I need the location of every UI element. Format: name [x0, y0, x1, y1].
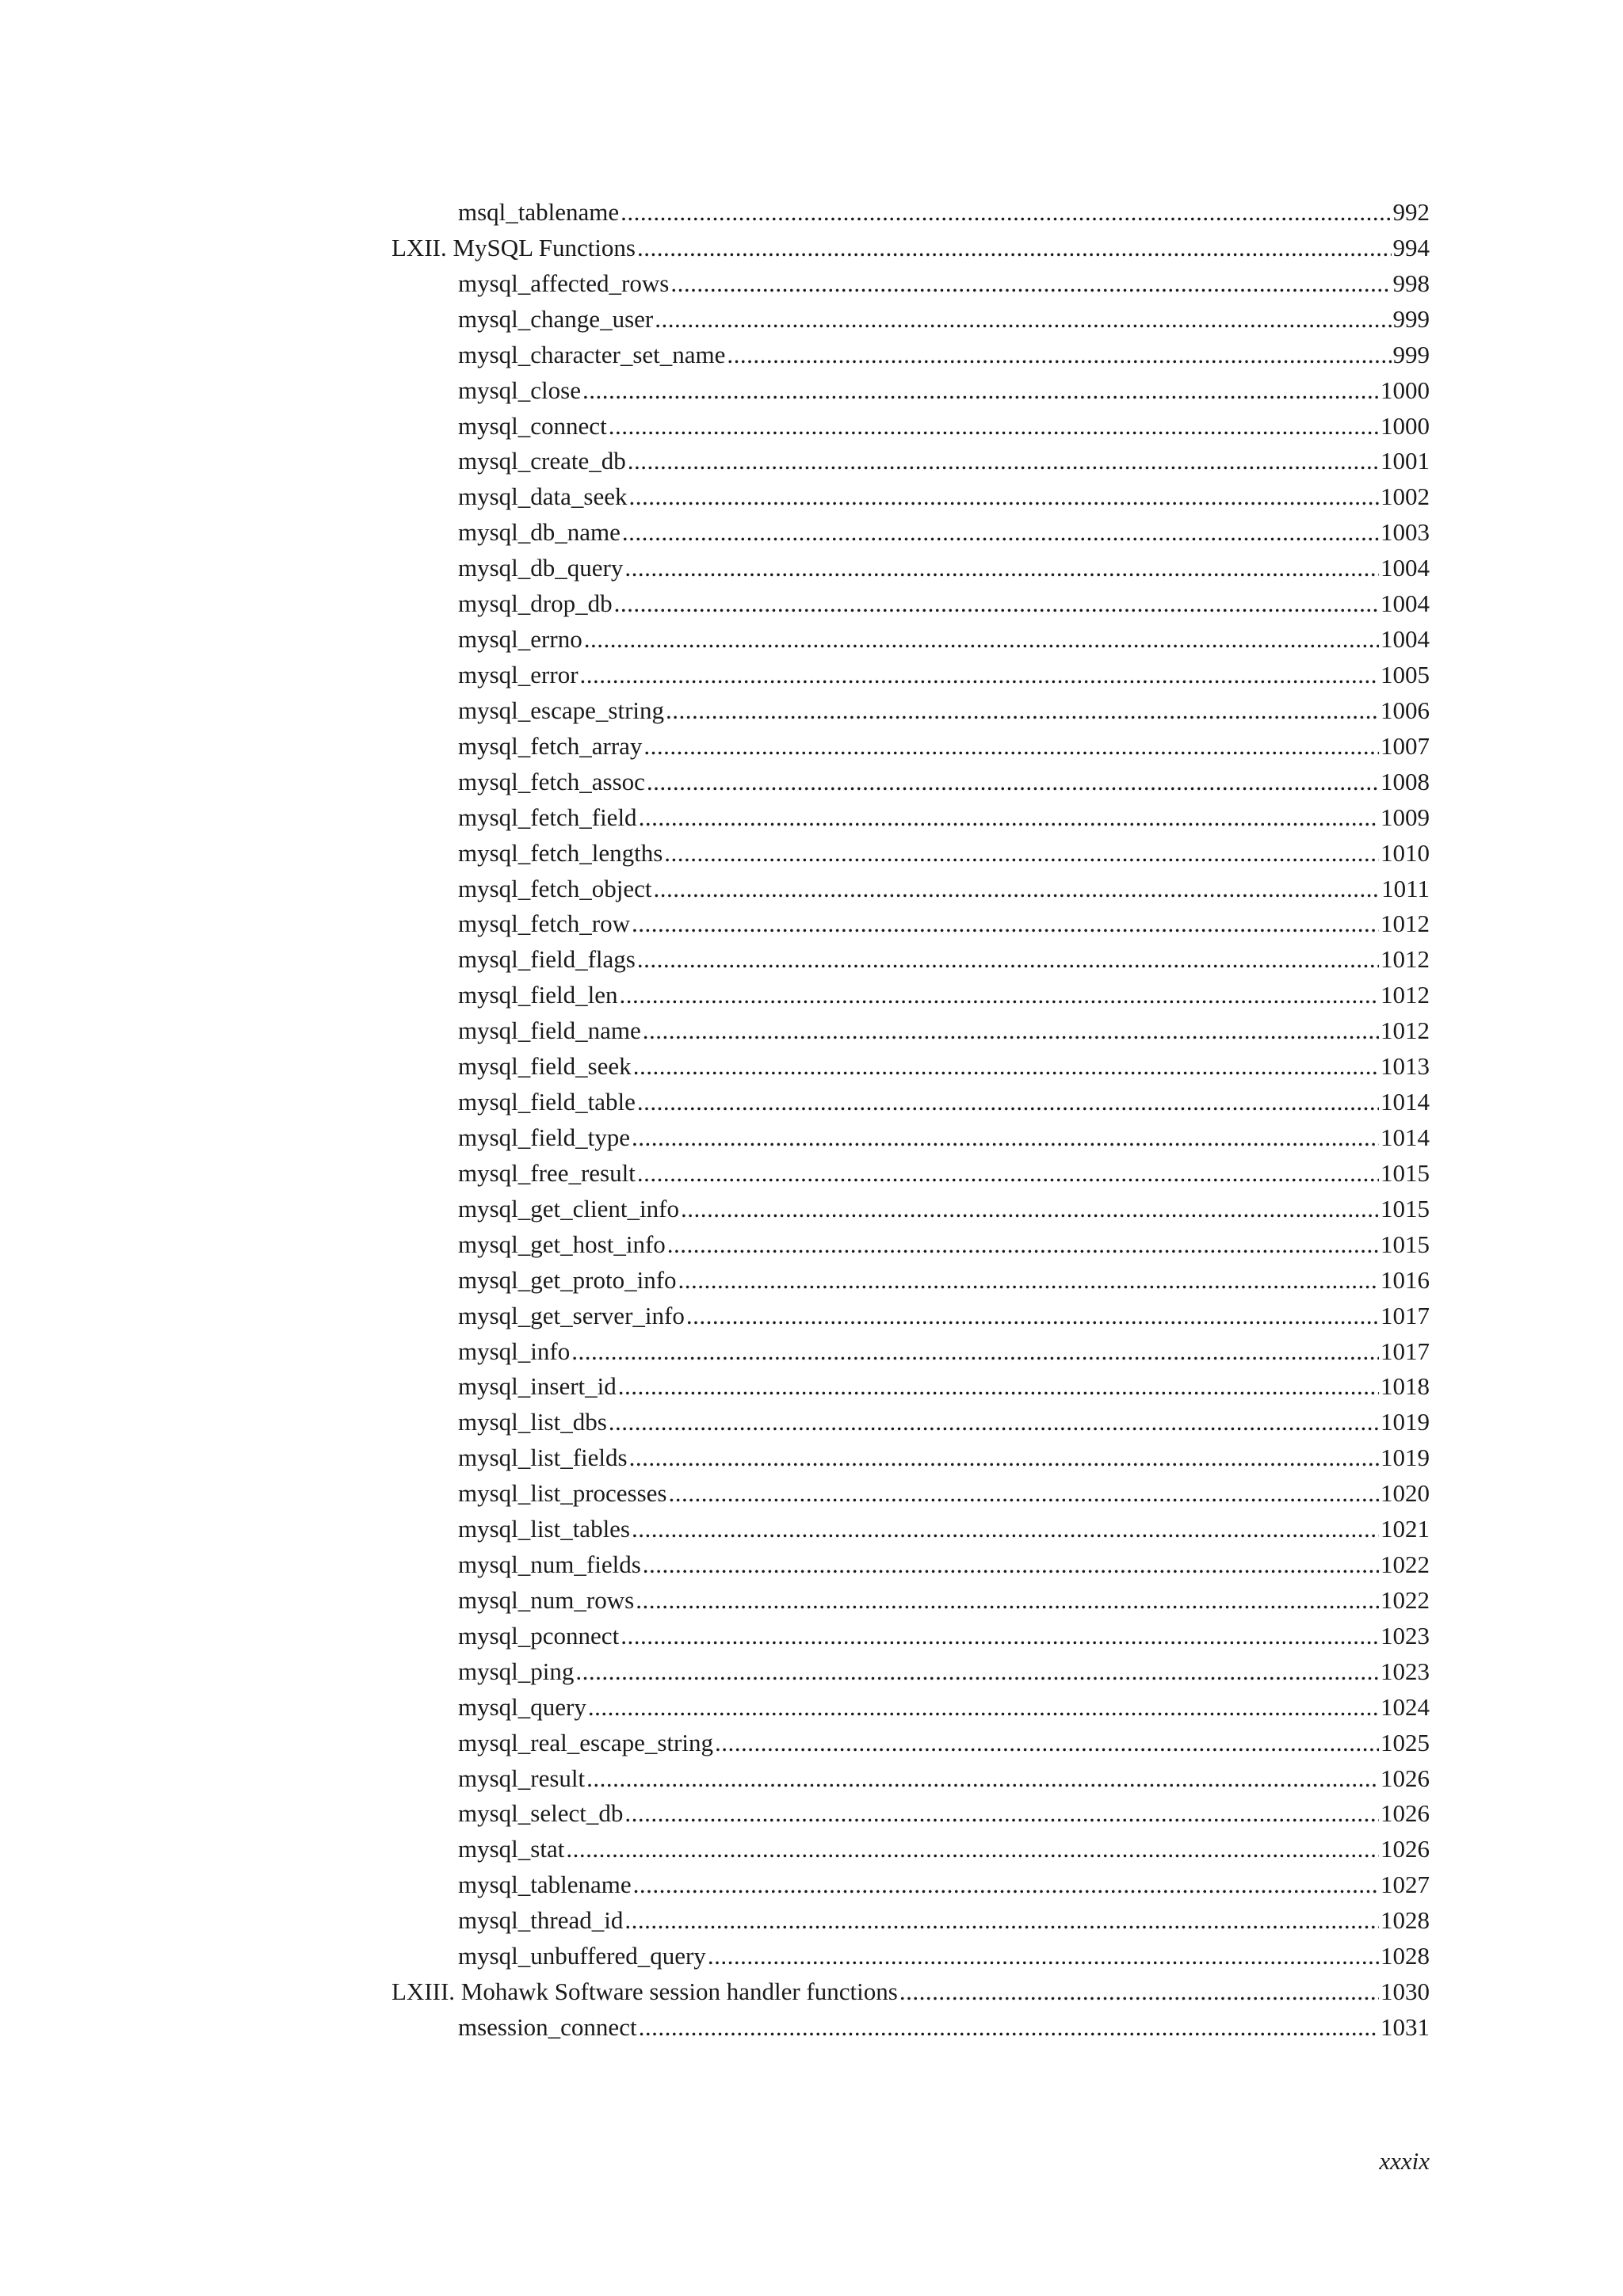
toc-entry[interactable]: [391, 479, 1430, 515]
toc-entry[interactable]: [391, 765, 1430, 800]
toc-entry-title: mysql_info: [458, 1337, 571, 1365]
dot-leader: [624, 1796, 1379, 1832]
toc-entry-page-number: 1000: [1381, 411, 1430, 440]
dot-leader: [727, 338, 1391, 373]
dot-leader: [643, 1547, 1379, 1583]
toc-entry-title: mysql_field_type: [458, 1123, 630, 1151]
toc-entry[interactable]: [391, 836, 1430, 871]
toc-entry-page-number: 1008: [1381, 767, 1430, 795]
toc-entry[interactable]: [391, 1405, 1430, 1440]
toc-entry-title: mysql_unbuffered_query: [458, 1942, 706, 1970]
toc-entry-title: mysql_free_result: [458, 1158, 636, 1187]
toc-entry-title: msql_tablename: [458, 198, 620, 226]
toc-entry-page-number: 1000: [1381, 376, 1430, 404]
dot-leader: [566, 1832, 1379, 1867]
toc-entry-title: mysql_thread_id: [458, 1906, 624, 1935]
toc-entry-page-number: 1002: [1381, 482, 1430, 511]
toc-entry[interactable]: [391, 1156, 1430, 1192]
toc-entry-title: LXIII. Mohawk Software session handler functions: [391, 1978, 898, 2006]
toc-entry-page-number: 1003: [1381, 518, 1430, 547]
toc-entry-title: mysql_field_flags: [458, 945, 636, 974]
toc-entry-title: mysql_get_server_info: [458, 1301, 685, 1329]
dot-leader: [639, 2010, 1379, 2046]
toc-entry-page-number: 1023: [1381, 1621, 1430, 1650]
toc-entry-page-number: 1012: [1381, 910, 1430, 938]
dot-leader: [633, 1049, 1379, 1085]
toc-entry-page-number: 1004: [1381, 625, 1430, 654]
dot-leader: [715, 1726, 1379, 1761]
toc-entry-page-number: 1004: [1381, 554, 1430, 582]
dot-leader: [632, 906, 1379, 942]
dot-leader: [580, 658, 1379, 693]
dot-leader: [639, 800, 1379, 836]
toc-entry[interactable]: [391, 906, 1430, 942]
toc-entry-title: LXII. MySQL Functions: [391, 233, 636, 261]
dot-leader: [643, 1013, 1379, 1049]
toc-entry[interactable]: [391, 1796, 1430, 1832]
toc-entry-page-number: 1023: [1381, 1657, 1430, 1685]
dot-leader: [632, 1512, 1379, 1547]
toc-entry-page-number: 1005: [1381, 660, 1430, 688]
toc-entry[interactable]: [391, 195, 1430, 231]
toc-entry-page-number: 1022: [1381, 1585, 1430, 1614]
toc-entry-page-number: 998: [1392, 269, 1430, 297]
toc-entry-title: mysql_data_seek: [458, 482, 628, 511]
toc-entry-title: mysql_character_set_name: [458, 340, 726, 368]
toc-entry-page-number: 1012: [1381, 981, 1430, 1009]
toc-entry-title: mysql_field_name: [458, 1016, 641, 1045]
toc-section-entry[interactable]: [391, 1974, 1430, 2010]
toc-entry-title: mysql_fetch_lengths: [458, 838, 663, 867]
toc-entry-page-number: 1015: [1381, 1158, 1430, 1187]
toc-entry[interactable]: [391, 800, 1430, 836]
toc-entry-page-number: 1007: [1381, 731, 1430, 760]
toc-entry-page-number: 999: [1392, 340, 1430, 368]
dot-leader: [637, 942, 1379, 978]
dot-leader: [586, 1761, 1379, 1797]
toc-entry-title: mysql_db_name: [458, 518, 621, 547]
dot-leader: [629, 1440, 1379, 1476]
toc-entry[interactable]: [391, 1369, 1430, 1405]
toc-entry-title: mysql_error: [458, 660, 579, 688]
toc-entry[interactable]: [391, 1726, 1430, 1761]
table-of-contents: [391, 195, 1430, 2046]
dot-leader: [681, 1192, 1379, 1227]
toc-entry-title: mysql_db_query: [458, 554, 624, 582]
toc-entry-page-number: 1013: [1381, 1052, 1430, 1081]
toc-entry-page-number: 1027: [1381, 1871, 1430, 1899]
toc-entry-page-number: 1019: [1381, 1408, 1430, 1436]
toc-entry-page-number: 1017: [1381, 1301, 1430, 1329]
toc-entry-title: mysql_get_client_info: [458, 1194, 679, 1222]
toc-entry[interactable]: [391, 729, 1430, 765]
toc-entry-page-number: 1014: [1381, 1123, 1430, 1151]
toc-entry[interactable]: [391, 373, 1430, 409]
toc-entry[interactable]: [391, 1192, 1430, 1227]
toc-entry-title: mysql_fetch_assoc: [458, 767, 645, 795]
toc-entry-page-number: 1001: [1381, 447, 1430, 475]
toc-entry-page-number: 1022: [1381, 1550, 1430, 1579]
toc-entry[interactable]: [391, 1120, 1430, 1156]
dot-leader: [667, 1227, 1379, 1263]
dot-leader: [669, 1476, 1380, 1512]
toc-entry-page-number: 1019: [1381, 1444, 1430, 1472]
toc-entry-page-number: 1031: [1381, 2013, 1430, 2042]
toc-entry[interactable]: [391, 444, 1430, 479]
toc-entry-page-number: 1015: [1381, 1230, 1430, 1258]
toc-entry-title: mysql_errno: [458, 625, 582, 654]
toc-entry-title: mysql_fetch_array: [458, 731, 643, 760]
toc-entry[interactable]: [391, 1049, 1430, 1085]
toc-entry-title: mysql_field_seek: [458, 1052, 632, 1081]
dot-leader: [899, 1974, 1379, 2010]
toc-entry-title: mysql_create_db: [458, 447, 626, 475]
toc-entry-page-number: 1016: [1381, 1265, 1430, 1294]
dot-leader: [582, 373, 1379, 409]
toc-entry-page-number: 1010: [1381, 838, 1430, 867]
dot-leader: [637, 1085, 1379, 1120]
toc-entry-page-number: 999: [1392, 304, 1430, 333]
toc-entry[interactable]: [391, 1690, 1430, 1726]
toc-entry[interactable]: [391, 1903, 1430, 1939]
toc-entry-page-number: 1015: [1381, 1194, 1430, 1222]
dot-leader: [609, 1405, 1379, 1440]
toc-entry[interactable]: [391, 1299, 1430, 1334]
toc-entry[interactable]: [391, 693, 1430, 729]
dot-leader: [636, 1583, 1379, 1619]
dot-leader: [624, 551, 1379, 586]
toc-entry[interactable]: [391, 302, 1430, 338]
toc-entry-page-number: 1021: [1381, 1515, 1430, 1543]
toc-entry-page-number: 1030: [1381, 1978, 1430, 2006]
dot-leader: [624, 1903, 1379, 1939]
dot-leader: [670, 266, 1391, 302]
page-number: xxxix: [1379, 2147, 1430, 2175]
dot-leader: [575, 1654, 1379, 1690]
dot-leader: [628, 444, 1379, 479]
toc-entry[interactable]: [391, 409, 1430, 444]
toc-entry-title: mysql_list_fields: [458, 1444, 628, 1472]
dot-leader: [588, 1690, 1379, 1726]
toc-entry[interactable]: [391, 1619, 1430, 1654]
toc-entry[interactable]: [391, 1867, 1430, 1903]
toc-entry-page-number: 1020: [1381, 1479, 1430, 1508]
dot-leader: [632, 1120, 1379, 1156]
toc-entry-title: mysql_insert_id: [458, 1372, 617, 1401]
toc-entry-title: mysql_field_table: [458, 1088, 636, 1116]
toc-entry-page-number: 1024: [1381, 1692, 1430, 1721]
dot-leader: [629, 479, 1379, 515]
toc-entry-title: mysql_affected_rows: [458, 269, 670, 297]
dot-leader: [619, 978, 1379, 1013]
dot-leader: [637, 231, 1392, 266]
dot-leader: [708, 1939, 1379, 1974]
dot-leader: [621, 195, 1391, 231]
toc-entry-page-number: 1004: [1381, 589, 1430, 618]
toc-entry-title: mysql_real_escape_string: [458, 1728, 713, 1756]
toc-entry[interactable]: [391, 1654, 1430, 1690]
dot-leader: [584, 622, 1379, 658]
toc-entry-title: mysql_result: [458, 1764, 586, 1792]
dot-leader: [686, 1299, 1379, 1334]
toc-entry-title: mysql_num_rows: [458, 1585, 635, 1614]
toc-entry[interactable]: [391, 1547, 1430, 1583]
toc-entry-page-number: 1012: [1381, 1016, 1430, 1045]
toc-entry-title: mysql_connect: [458, 411, 607, 440]
toc-entry-page-number: 1026: [1381, 1764, 1430, 1792]
toc-entry[interactable]: [391, 1583, 1430, 1619]
toc-entry-page-number: 1028: [1381, 1906, 1430, 1935]
toc-entry-title: mysql_list_processes: [458, 1479, 667, 1508]
toc-entry[interactable]: [391, 1440, 1430, 1476]
dot-leader: [655, 302, 1391, 338]
toc-entry-page-number: 1012: [1381, 945, 1430, 974]
toc-entry-page-number: 1018: [1381, 1372, 1430, 1401]
toc-entry-page-number: 1026: [1381, 1799, 1430, 1828]
dot-leader: [654, 871, 1381, 907]
toc-entry-title: mysql_select_db: [458, 1799, 624, 1828]
dot-leader: [621, 1619, 1379, 1654]
toc-entry-title: mysql_list_tables: [458, 1515, 630, 1543]
toc-entry-page-number: 1009: [1381, 803, 1430, 831]
toc-entry[interactable]: [391, 338, 1430, 373]
toc-entry-title: mysql_fetch_field: [458, 803, 637, 831]
toc-entry-page-number: 1017: [1381, 1337, 1430, 1365]
toc-entry[interactable]: [391, 1939, 1430, 1974]
toc-entry[interactable]: [391, 551, 1430, 586]
toc-entry-page-number: 1026: [1381, 1835, 1430, 1863]
toc-entry[interactable]: [391, 515, 1430, 551]
toc-entry[interactable]: [391, 658, 1430, 693]
toc-entry-page-number: 1014: [1381, 1088, 1430, 1116]
dot-leader: [666, 693, 1379, 729]
toc-entry-title: mysql_get_host_info: [458, 1230, 666, 1258]
toc-entry-page-number: 1011: [1381, 874, 1430, 902]
toc-entry[interactable]: [391, 1227, 1430, 1263]
toc-entry-title: mysql_get_proto_info: [458, 1265, 677, 1294]
toc-entry[interactable]: [391, 266, 1430, 302]
toc-entry-title: mysql_escape_string: [458, 696, 665, 724]
toc-entry-page-number: 992: [1392, 198, 1430, 226]
toc-entry[interactable]: [391, 2010, 1430, 2046]
dot-leader: [637, 1156, 1379, 1192]
toc-entry[interactable]: [391, 871, 1430, 907]
toc-entry-title: mysql_ping: [458, 1657, 575, 1685]
toc-entry-title: mysql_fetch_row: [458, 910, 630, 938]
dot-leader: [609, 409, 1379, 444]
toc-entry-title: mysql_pconnect: [458, 1621, 620, 1650]
dot-leader: [618, 1369, 1379, 1405]
toc-entry-page-number: 1006: [1381, 696, 1430, 724]
toc-entry[interactable]: [391, 1013, 1430, 1049]
toc-entry[interactable]: [391, 1832, 1430, 1867]
toc-entry-title: mysql_stat: [458, 1835, 565, 1863]
toc-entry-page-number: 1028: [1381, 1942, 1430, 1970]
dot-leader: [647, 765, 1379, 800]
dot-leader: [664, 836, 1379, 871]
dot-leader: [622, 515, 1379, 551]
toc-entry[interactable]: [391, 1476, 1430, 1512]
dot-leader: [614, 586, 1379, 622]
toc-entry-title: mysql_num_fields: [458, 1550, 641, 1579]
toc-entry[interactable]: [391, 1761, 1430, 1797]
toc-entry[interactable]: [391, 1085, 1430, 1120]
toc-entry-title: mysql_field_len: [458, 981, 618, 1009]
toc-entry[interactable]: [391, 1334, 1430, 1370]
toc-entry[interactable]: [391, 1263, 1430, 1299]
toc-entry-page-number: 1025: [1381, 1728, 1430, 1756]
toc-entry-title: mysql_fetch_object: [458, 874, 652, 902]
toc-section-entry[interactable]: [391, 231, 1430, 266]
toc-entry[interactable]: [391, 978, 1430, 1013]
dot-leader: [571, 1334, 1379, 1370]
toc-entry[interactable]: [391, 586, 1430, 622]
toc-entry-title: mysql_tablename: [458, 1871, 632, 1899]
toc-entry-title: mysql_query: [458, 1692, 586, 1721]
dot-leader: [643, 729, 1379, 765]
dot-leader: [633, 1867, 1379, 1903]
toc-entry-title: msession_connect: [458, 2013, 637, 2042]
dot-leader: [678, 1263, 1379, 1299]
toc-entry[interactable]: [391, 622, 1430, 658]
toc-entry[interactable]: [391, 942, 1430, 978]
toc-entry-title: mysql_close: [458, 376, 581, 404]
toc-entry-title: mysql_list_dbs: [458, 1408, 607, 1436]
toc-entry-title: mysql_drop_db: [458, 589, 613, 618]
toc-entry-page-number: 994: [1392, 233, 1430, 261]
toc-entry[interactable]: [391, 1512, 1430, 1547]
toc-entry-title: mysql_change_user: [458, 304, 654, 333]
